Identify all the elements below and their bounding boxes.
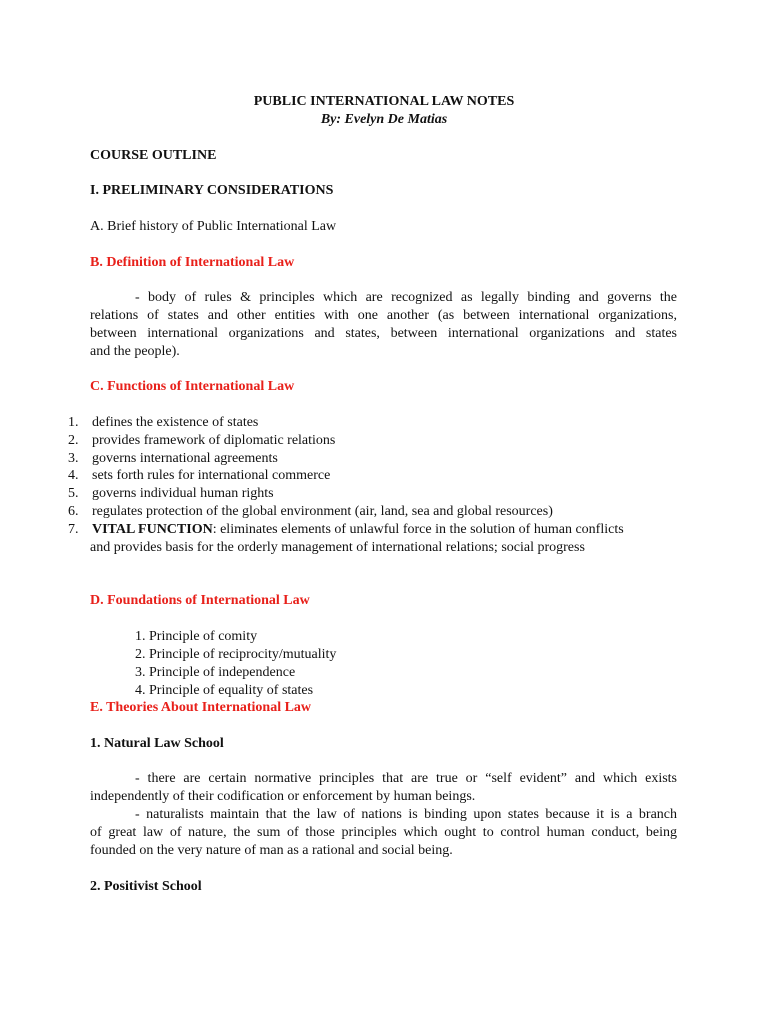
list-item: governs individual human rights	[92, 486, 274, 501]
vital-function-continuation: and provides basis for the orderly management of international relations; social progress	[90, 540, 585, 555]
list-item-number: 7.	[68, 522, 79, 537]
list-item: 2. Principle of reciprocity/mutuality	[135, 647, 337, 662]
definition-line: and the people).	[90, 344, 180, 359]
list-item-number: 5.	[68, 486, 79, 501]
list-item: sets forth rules for international commerce	[92, 468, 331, 483]
list-item-number: 3.	[68, 451, 79, 466]
paragraph-line: - there are certain normative principles that are true or “self evident” and which exists	[135, 771, 677, 786]
list-item: 4. Principle of equality of states	[135, 683, 314, 698]
item-a-history: A. Brief history of Public International Law	[90, 219, 337, 234]
definition-paragraph	[90, 289, 677, 361]
item-d-heading: D. Foundations of International Law	[90, 593, 310, 608]
vital-function-label: VITAL FUNCTION	[92, 522, 213, 537]
definition-line: relations of states and other entities with one another (as between international organizations,	[90, 308, 677, 323]
item-b-heading: B. Definition of International Law	[90, 255, 295, 270]
document-author: By: Evelyn De Matias	[320, 112, 448, 127]
paragraph-line: - naturalists maintain that the law of nations is binding upon states because it is a branch	[135, 807, 677, 822]
natural-law-heading: 1. Natural Law School	[90, 736, 224, 751]
list-item-number: 1.	[68, 415, 79, 430]
item-e-heading: E. Theories About International Law	[90, 700, 312, 715]
list-item-number: 4.	[68, 468, 79, 483]
paragraph-line: founded on the very nature of man as a rational and social being.	[90, 843, 453, 858]
list-item: governs international agreements	[92, 451, 278, 466]
list-item: defines the existence of states	[92, 415, 259, 430]
list-item: 3. Principle of independence	[135, 665, 296, 680]
list-item: 1. Principle of comity	[135, 629, 258, 644]
list-item: provides framework of diplomatic relations	[92, 433, 336, 448]
positivist-heading: 2. Positivist School	[90, 879, 202, 894]
list-item-number: 2.	[68, 433, 79, 448]
document-title: PUBLIC INTERNATIONAL LAW NOTES	[253, 94, 515, 109]
natural-law-paragraph-1	[90, 770, 677, 806]
natural-law-paragraph-2	[90, 806, 677, 860]
section-heading-preliminary: I. PRELIMINARY CONSIDERATIONS	[90, 183, 334, 198]
item-c-heading: C. Functions of International Law	[90, 379, 295, 394]
definition-line: - body of rules & principles which are recognized as legally binding and governs the	[135, 290, 677, 305]
list-item-vital-function	[92, 521, 624, 539]
list-item: regulates protection of the global environment (air, land, sea and global resources)	[92, 504, 553, 519]
definition-line: between international organizations and states, between international organizations and states	[90, 326, 677, 341]
paragraph-line: independently of their codification or enforcement by human beings.	[90, 789, 476, 804]
vital-function-text: : eliminates elements of unlawful force in the solution of human conflicts	[212, 522, 624, 537]
list-item-number: 6.	[68, 504, 79, 519]
course-outline-heading: COURSE OUTLINE	[90, 148, 217, 163]
paragraph-line: of great law of nature, the sum of those principles which ought to control human conduct, being	[90, 825, 677, 840]
